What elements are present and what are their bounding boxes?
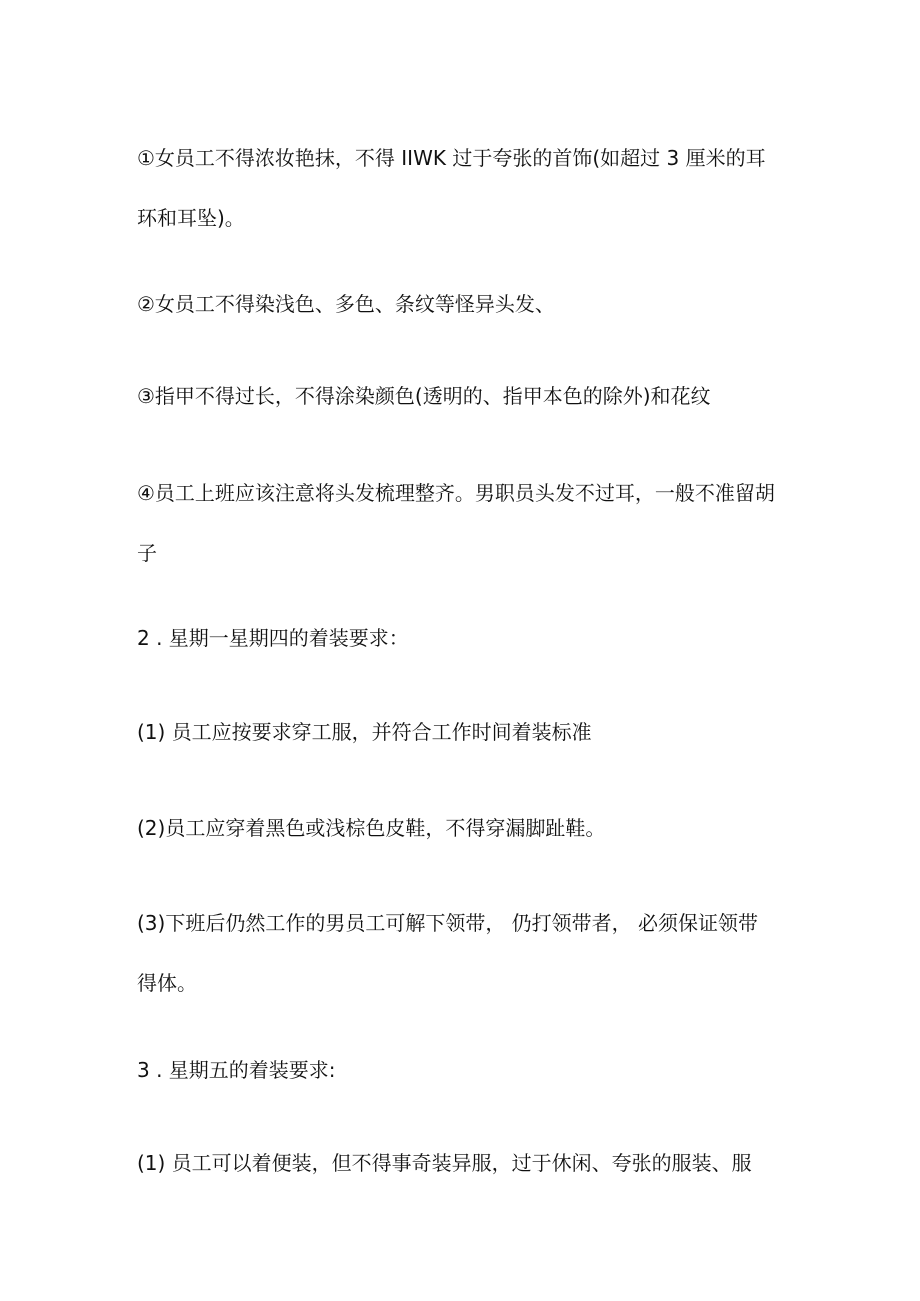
paragraph-casual-rule <box>137 1133 787 1193</box>
paragraph-line: ③指甲不得过长，不得涂染颜色(透明的、指甲本色的除外)和花纹 <box>137 384 711 408</box>
paragraph-uniform-rule <box>137 702 787 762</box>
heading-text: 3 . 星期五的着装要求: <box>137 1058 336 1082</box>
paragraph-line: 子 <box>137 541 157 565</box>
paragraph-line: (1) 员工可以着便装，但不得事奇装异服，过于休闲、夸张的服装、服 <box>137 1151 752 1175</box>
paragraph-grooming-rule <box>137 463 787 583</box>
heading-text: 2 . 星期一星期四的着装要求： <box>137 626 409 650</box>
paragraph-shoes-rule <box>137 798 787 858</box>
paragraph-line: 得体。 <box>137 971 197 995</box>
paragraph-line: (2)员工应穿着黑色或浅棕色皮鞋，不得穿漏脚趾鞋。 <box>137 816 606 840</box>
paragraph-line: ②女员工不得染浅色、多色、条纹等怪异头发、 <box>137 292 555 316</box>
paragraph-line: (3)下班后仍然工作的男员工可解下领带， 仍打领带者， 必须保证领带 <box>137 911 759 935</box>
section-heading-mon-thu <box>137 608 787 668</box>
paragraph-line: (1) 员工应按要求穿工服，并符合工作时间着装标准 <box>137 720 592 744</box>
paragraph-tie-rule <box>137 893 787 1013</box>
section-heading-friday <box>137 1040 787 1100</box>
paragraph-line: ④员工上班应该注意将头发梳理整齐。男职员头发不过耳，一般不准留胡 <box>137 481 775 505</box>
paragraph-line: ①女员工不得浓妆艳抹，不得 IIWK 过于夸张的首饰(如超过 3 厘米的耳 <box>137 146 766 170</box>
paragraph-makeup-rule <box>137 128 787 248</box>
paragraph-hair-color-rule <box>137 274 787 334</box>
paragraph-nail-rule <box>137 366 787 426</box>
paragraph-line: 环和耳坠)。 <box>137 206 245 230</box>
